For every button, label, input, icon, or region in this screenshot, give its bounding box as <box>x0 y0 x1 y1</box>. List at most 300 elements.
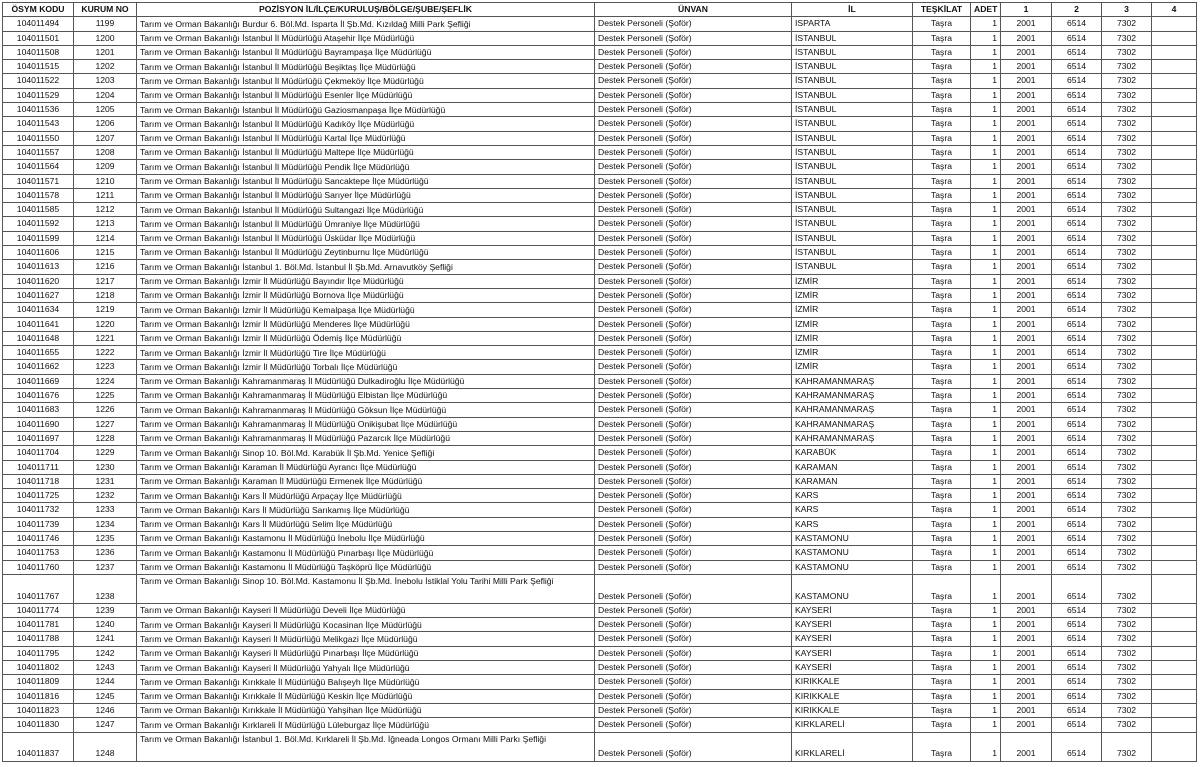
cell-il[interactable]: KIRKLARELİ <box>792 732 913 761</box>
cell-unvan[interactable]: Destek Personeli (Şoför) <box>595 45 792 59</box>
cell-pozisyon[interactable]: Tarım ve Orman Bakanlığı İzmir İl Müdürlüğü Kemalpaşa İlçe Müdürlüğü <box>137 303 595 317</box>
col-header-il[interactable]: İL <box>792 3 913 17</box>
cell-unvan[interactable]: Destek Personeli (Şoför) <box>595 646 792 660</box>
cell-osym-kodu[interactable]: 104011501 <box>3 31 74 45</box>
cell-col4[interactable] <box>1152 603 1197 617</box>
cell-kurum-no[interactable]: 1204 <box>74 88 137 102</box>
cell-kurum-no[interactable]: 1241 <box>74 632 137 646</box>
cell-il[interactable]: İSTANBUL <box>792 145 913 159</box>
cell-col1[interactable]: 2001 <box>1001 303 1052 317</box>
cell-col2[interactable]: 6514 <box>1052 260 1102 274</box>
cell-col3[interactable]: 7302 <box>1102 288 1152 302</box>
cell-col1[interactable]: 2001 <box>1001 732 1052 761</box>
cell-osym-kodu[interactable]: 104011718 <box>3 474 74 488</box>
cell-kurum-no[interactable]: 1213 <box>74 217 137 231</box>
cell-col4[interactable] <box>1152 17 1197 31</box>
cell-unvan[interactable]: Destek Personeli (Şoför) <box>595 288 792 302</box>
cell-il[interactable]: KARS <box>792 517 913 531</box>
cell-il[interactable]: KASTAMONU <box>792 531 913 545</box>
cell-pozisyon[interactable]: Tarım ve Orman Bakanlığı İstanbul 1. Böl.Md. Kırklareli İl Şb.Md. İğneada Longos Ormanı Milli Parkı Şefliği <box>137 732 595 761</box>
cell-col1[interactable]: 2001 <box>1001 503 1052 517</box>
cell-pozisyon[interactable]: Tarım ve Orman Bakanlığı İzmir İl Müdürlüğü Bayındır İlçe Müdürlüğü <box>137 274 595 288</box>
cell-col4[interactable] <box>1152 503 1197 517</box>
cell-pozisyon[interactable]: Tarım ve Orman Bakanlığı İstanbul İl Müdürlüğü Üsküdar İlçe Müdürlüğü <box>137 231 595 245</box>
cell-unvan[interactable]: Destek Personeli (Şoför) <box>595 88 792 102</box>
cell-unvan[interactable]: Destek Personeli (Şoför) <box>595 446 792 460</box>
cell-teskilat[interactable]: Taşra <box>913 517 971 531</box>
cell-osym-kodu[interactable]: 104011837 <box>3 732 74 761</box>
cell-col1[interactable]: 2001 <box>1001 317 1052 331</box>
cell-col2[interactable]: 6514 <box>1052 217 1102 231</box>
cell-osym-kodu[interactable]: 104011809 <box>3 675 74 689</box>
cell-unvan[interactable]: Destek Personeli (Şoför) <box>595 303 792 317</box>
cell-osym-kodu[interactable]: 104011522 <box>3 74 74 88</box>
cell-col2[interactable]: 6514 <box>1052 646 1102 660</box>
cell-kurum-no[interactable]: 1242 <box>74 646 137 660</box>
cell-col3[interactable]: 7302 <box>1102 103 1152 117</box>
cell-teskilat[interactable]: Taşra <box>913 574 971 603</box>
cell-il[interactable]: KAYSERİ <box>792 603 913 617</box>
cell-pozisyon[interactable]: Tarım ve Orman Bakanlığı Kars İl Müdürlüğü Selim İlçe Müdürlüğü <box>137 517 595 531</box>
cell-kurum-no[interactable]: 1217 <box>74 274 137 288</box>
cell-pozisyon[interactable]: Tarım ve Orman Bakanlığı Kars İl Müdürlüğü Sarıkamış İlçe Müdürlüğü <box>137 503 595 517</box>
cell-pozisyon[interactable]: Tarım ve Orman Bakanlığı Kahramanmaraş İl Müdürlüğü Pazarcık İlçe Müdürlüğü <box>137 431 595 445</box>
cell-pozisyon[interactable]: Tarım ve Orman Bakanlığı Kırklareli İl Müdürlüğü Lüleburgaz İlçe Müdürlüğü <box>137 718 595 732</box>
cell-col2[interactable]: 6514 <box>1052 145 1102 159</box>
cell-col2[interactable]: 6514 <box>1052 60 1102 74</box>
cell-osym-kodu[interactable]: 104011732 <box>3 503 74 517</box>
cell-col4[interactable] <box>1152 145 1197 159</box>
cell-teskilat[interactable]: Taşra <box>913 88 971 102</box>
cell-col3[interactable]: 7302 <box>1102 45 1152 59</box>
cell-pozisyon[interactable]: Tarım ve Orman Bakanlığı Kırıkkale İl Müdürlüğü Yahşihan İlçe Müdürlüğü <box>137 703 595 717</box>
cell-adet[interactable]: 1 <box>971 474 1001 488</box>
cell-teskilat[interactable]: Taşra <box>913 360 971 374</box>
cell-il[interactable]: ISPARTA <box>792 17 913 31</box>
cell-il[interactable]: KARAMAN <box>792 474 913 488</box>
cell-kurum-no[interactable]: 1231 <box>74 474 137 488</box>
cell-il[interactable]: KIRIKKALE <box>792 703 913 717</box>
cell-col4[interactable] <box>1152 632 1197 646</box>
cell-unvan[interactable]: Destek Personeli (Şoför) <box>595 718 792 732</box>
cell-teskilat[interactable]: Taşra <box>913 131 971 145</box>
cell-pozisyon[interactable]: Tarım ve Orman Bakanlığı İstanbul İl Müdürlüğü Maltepe İlçe Müdürlüğü <box>137 145 595 159</box>
cell-adet[interactable]: 1 <box>971 389 1001 403</box>
cell-unvan[interactable]: Destek Personeli (Şoför) <box>595 403 792 417</box>
cell-kurum-no[interactable]: 1245 <box>74 689 137 703</box>
cell-pozisyon[interactable]: Tarım ve Orman Bakanlığı İzmir İl Müdürlüğü Menderes İlçe Müdürlüğü <box>137 317 595 331</box>
col-header-teskilat[interactable]: TEŞKİLAT <box>913 3 971 17</box>
cell-pozisyon[interactable]: Tarım ve Orman Bakanlığı Kastamonu İl Müdürlüğü Pınarbaşı İlçe Müdürlüğü <box>137 546 595 560</box>
cell-unvan[interactable]: Destek Personeli (Şoför) <box>595 117 792 131</box>
cell-col4[interactable] <box>1152 675 1197 689</box>
cell-col3[interactable]: 7302 <box>1102 703 1152 717</box>
cell-osym-kodu[interactable]: 104011494 <box>3 17 74 31</box>
cell-col4[interactable] <box>1152 346 1197 360</box>
cell-col3[interactable]: 7302 <box>1102 474 1152 488</box>
cell-col1[interactable]: 2001 <box>1001 703 1052 717</box>
cell-adet[interactable]: 1 <box>971 403 1001 417</box>
cell-col1[interactable]: 2001 <box>1001 603 1052 617</box>
cell-teskilat[interactable]: Taşra <box>913 431 971 445</box>
cell-col1[interactable]: 2001 <box>1001 718 1052 732</box>
cell-il[interactable]: İZMİR <box>792 274 913 288</box>
cell-pozisyon[interactable]: Tarım ve Orman Bakanlığı İzmir İl Müdürlüğü Bornova İlçe Müdürlüğü <box>137 288 595 302</box>
cell-unvan[interactable]: Destek Personeli (Şoför) <box>595 274 792 288</box>
cell-col2[interactable]: 6514 <box>1052 489 1102 503</box>
cell-osym-kodu[interactable]: 104011571 <box>3 174 74 188</box>
cell-adet[interactable]: 1 <box>971 74 1001 88</box>
cell-osym-kodu[interactable]: 104011585 <box>3 203 74 217</box>
cell-teskilat[interactable]: Taşra <box>913 174 971 188</box>
cell-col2[interactable]: 6514 <box>1052 460 1102 474</box>
cell-pozisyon[interactable]: Tarım ve Orman Bakanlığı İstanbul İl Müdürlüğü Zeytinburnu İlçe Müdürlüğü <box>137 246 595 260</box>
cell-il[interactable]: İZMİR <box>792 331 913 345</box>
cell-kurum-no[interactable]: 1237 <box>74 560 137 574</box>
cell-col3[interactable]: 7302 <box>1102 531 1152 545</box>
cell-col4[interactable] <box>1152 288 1197 302</box>
cell-col1[interactable]: 2001 <box>1001 203 1052 217</box>
cell-unvan[interactable]: Destek Personeli (Şoför) <box>595 460 792 474</box>
cell-col1[interactable]: 2001 <box>1001 417 1052 431</box>
cell-col4[interactable] <box>1152 417 1197 431</box>
cell-osym-kodu[interactable]: 104011599 <box>3 231 74 245</box>
cell-col1[interactable]: 2001 <box>1001 374 1052 388</box>
cell-pozisyon[interactable]: Tarım ve Orman Bakanlığı Burdur 6. Böl.Md. Isparta İl Şb.Md. Kızıldağ Milli Park Şefliği <box>137 17 595 31</box>
cell-adet[interactable]: 1 <box>971 632 1001 646</box>
cell-col2[interactable]: 6514 <box>1052 431 1102 445</box>
cell-adet[interactable]: 1 <box>971 174 1001 188</box>
cell-unvan[interactable]: Destek Personeli (Şoför) <box>595 346 792 360</box>
cell-col4[interactable] <box>1152 117 1197 131</box>
cell-il[interactable]: İSTANBUL <box>792 231 913 245</box>
cell-col4[interactable] <box>1152 188 1197 202</box>
cell-osym-kodu[interactable]: 104011543 <box>3 117 74 131</box>
cell-pozisyon[interactable]: Tarım ve Orman Bakanlığı İstanbul İl Müdürlüğü Kartal İlçe Müdürlüğü <box>137 131 595 145</box>
cell-il[interactable]: KAYSERİ <box>792 632 913 646</box>
cell-kurum-no[interactable]: 1215 <box>74 246 137 260</box>
cell-kurum-no[interactable]: 1240 <box>74 618 137 632</box>
cell-osym-kodu[interactable]: 104011683 <box>3 403 74 417</box>
cell-col1[interactable]: 2001 <box>1001 460 1052 474</box>
cell-col3[interactable]: 7302 <box>1102 732 1152 761</box>
cell-adet[interactable]: 1 <box>971 60 1001 74</box>
cell-col1[interactable]: 2001 <box>1001 45 1052 59</box>
cell-col1[interactable]: 2001 <box>1001 489 1052 503</box>
cell-kurum-no[interactable]: 1199 <box>74 17 137 31</box>
cell-col3[interactable]: 7302 <box>1102 661 1152 675</box>
cell-teskilat[interactable]: Taşra <box>913 74 971 88</box>
cell-osym-kodu[interactable]: 104011536 <box>3 103 74 117</box>
cell-col4[interactable] <box>1152 389 1197 403</box>
cell-pozisyon[interactable]: Tarım ve Orman Bakanlığı Sinop 10. Böl.Md. Kastamonu İl Şb.Md. İnebolu İstiklal Yolu Tarihi Milli Park Şefliği <box>137 574 595 603</box>
col-header-unvan[interactable]: ÜNVAN <box>595 3 792 17</box>
cell-col1[interactable]: 2001 <box>1001 675 1052 689</box>
cell-pozisyon[interactable]: Tarım ve Orman Bakanlığı Kırıkkale İl Müdürlüğü Keskin İlçe Müdürlüğü <box>137 689 595 703</box>
cell-adet[interactable]: 1 <box>971 145 1001 159</box>
cell-col3[interactable]: 7302 <box>1102 260 1152 274</box>
cell-kurum-no[interactable]: 1239 <box>74 603 137 617</box>
cell-il[interactable]: İSTANBUL <box>792 60 913 74</box>
cell-col3[interactable]: 7302 <box>1102 489 1152 503</box>
cell-col2[interactable]: 6514 <box>1052 74 1102 88</box>
cell-il[interactable]: İZMİR <box>792 346 913 360</box>
cell-col3[interactable]: 7302 <box>1102 675 1152 689</box>
cell-pozisyon[interactable]: Tarım ve Orman Bakanlığı Sinop 10. Böl.Md. Karabük İl Şb.Md. Yenice Şefliği <box>137 446 595 460</box>
cell-il[interactable]: KAHRAMANMARAŞ <box>792 389 913 403</box>
cell-col1[interactable]: 2001 <box>1001 474 1052 488</box>
cell-adet[interactable]: 1 <box>971 360 1001 374</box>
cell-il[interactable]: İZMİR <box>792 317 913 331</box>
cell-col1[interactable]: 2001 <box>1001 632 1052 646</box>
cell-unvan[interactable]: Destek Personeli (Şoför) <box>595 618 792 632</box>
cell-il[interactable]: KARABÜK <box>792 446 913 460</box>
cell-col4[interactable] <box>1152 246 1197 260</box>
cell-teskilat[interactable]: Taşra <box>913 661 971 675</box>
cell-il[interactable]: İSTANBUL <box>792 103 913 117</box>
cell-il[interactable]: KIRKLARELİ <box>792 718 913 732</box>
cell-adet[interactable]: 1 <box>971 274 1001 288</box>
cell-unvan[interactable]: Destek Personeli (Şoför) <box>595 31 792 45</box>
cell-osym-kodu[interactable]: 104011676 <box>3 389 74 403</box>
cell-col4[interactable] <box>1152 703 1197 717</box>
cell-col1[interactable]: 2001 <box>1001 431 1052 445</box>
cell-il[interactable]: KIRIKKALE <box>792 689 913 703</box>
cell-col1[interactable]: 2001 <box>1001 546 1052 560</box>
cell-col4[interactable] <box>1152 31 1197 45</box>
cell-col4[interactable] <box>1152 546 1197 560</box>
cell-teskilat[interactable]: Taşra <box>913 531 971 545</box>
cell-pozisyon[interactable]: Tarım ve Orman Bakanlığı İstanbul İl Müdürlüğü Esenler İlçe Müdürlüğü <box>137 88 595 102</box>
cell-col3[interactable]: 7302 <box>1102 546 1152 560</box>
cell-adet[interactable]: 1 <box>971 231 1001 245</box>
cell-kurum-no[interactable]: 1243 <box>74 661 137 675</box>
cell-osym-kodu[interactable]: 104011767 <box>3 574 74 603</box>
cell-adet[interactable]: 1 <box>971 618 1001 632</box>
cell-col2[interactable]: 6514 <box>1052 103 1102 117</box>
cell-pozisyon[interactable]: Tarım ve Orman Bakanlığı Kahramanmaraş İl Müdürlüğü Onikişubat İlçe Müdürlüğü <box>137 417 595 431</box>
cell-col1[interactable]: 2001 <box>1001 274 1052 288</box>
cell-teskilat[interactable]: Taşra <box>913 274 971 288</box>
cell-col4[interactable] <box>1152 274 1197 288</box>
cell-kurum-no[interactable]: 1226 <box>74 403 137 417</box>
cell-teskilat[interactable]: Taşra <box>913 231 971 245</box>
cell-col3[interactable]: 7302 <box>1102 560 1152 574</box>
cell-col3[interactable]: 7302 <box>1102 331 1152 345</box>
cell-pozisyon[interactable]: Tarım ve Orman Bakanlığı İzmir İl Müdürlüğü Torbalı İlçe Müdürlüğü <box>137 360 595 374</box>
cell-teskilat[interactable]: Taşra <box>913 45 971 59</box>
cell-col3[interactable]: 7302 <box>1102 646 1152 660</box>
cell-col1[interactable]: 2001 <box>1001 88 1052 102</box>
cell-unvan[interactable]: Destek Personeli (Şoför) <box>595 560 792 574</box>
cell-col1[interactable]: 2001 <box>1001 331 1052 345</box>
cell-col3[interactable]: 7302 <box>1102 188 1152 202</box>
cell-il[interactable]: KASTAMONU <box>792 574 913 603</box>
cell-col3[interactable]: 7302 <box>1102 160 1152 174</box>
cell-osym-kodu[interactable]: 104011529 <box>3 88 74 102</box>
cell-pozisyon[interactable]: Tarım ve Orman Bakanlığı Kastamonu İl Müdürlüğü İnebolu İlçe Müdürlüğü <box>137 531 595 545</box>
cell-il[interactable]: İSTANBUL <box>792 117 913 131</box>
cell-col4[interactable] <box>1152 331 1197 345</box>
cell-col1[interactable]: 2001 <box>1001 346 1052 360</box>
cell-teskilat[interactable]: Taşra <box>913 446 971 460</box>
cell-col4[interactable] <box>1152 489 1197 503</box>
cell-kurum-no[interactable]: 1210 <box>74 174 137 188</box>
cell-il[interactable]: İSTANBUL <box>792 217 913 231</box>
cell-pozisyon[interactable]: Tarım ve Orman Bakanlığı İstanbul İl Müdürlüğü Çekmeköy İlçe Müdürlüğü <box>137 74 595 88</box>
cell-teskilat[interactable]: Taşra <box>913 60 971 74</box>
cell-adet[interactable]: 1 <box>971 303 1001 317</box>
cell-il[interactable]: İSTANBUL <box>792 260 913 274</box>
cell-col2[interactable]: 6514 <box>1052 718 1102 732</box>
cell-adet[interactable]: 1 <box>971 45 1001 59</box>
cell-kurum-no[interactable]: 1214 <box>74 231 137 245</box>
cell-kurum-no[interactable]: 1202 <box>74 60 137 74</box>
cell-kurum-no[interactable]: 1211 <box>74 188 137 202</box>
cell-adet[interactable]: 1 <box>971 460 1001 474</box>
cell-kurum-no[interactable]: 1234 <box>74 517 137 531</box>
cell-pozisyon[interactable]: Tarım ve Orman Bakanlığı Kahramanmaraş İl Müdürlüğü Dulkadiroğlu İlçe Müdürlüğü <box>137 374 595 388</box>
cell-col3[interactable]: 7302 <box>1102 618 1152 632</box>
cell-teskilat[interactable]: Taşra <box>913 403 971 417</box>
cell-teskilat[interactable]: Taşra <box>913 618 971 632</box>
cell-adet[interactable]: 1 <box>971 489 1001 503</box>
cell-osym-kodu[interactable]: 104011613 <box>3 260 74 274</box>
cell-col2[interactable]: 6514 <box>1052 675 1102 689</box>
cell-col3[interactable]: 7302 <box>1102 145 1152 159</box>
cell-pozisyon[interactable]: Tarım ve Orman Bakanlığı Kırıkkale İl Müdürlüğü Balışeyh İlçe Müdürlüğü <box>137 675 595 689</box>
cell-il[interactable]: KIRIKKALE <box>792 675 913 689</box>
cell-col2[interactable]: 6514 <box>1052 503 1102 517</box>
cell-col3[interactable]: 7302 <box>1102 217 1152 231</box>
cell-col2[interactable]: 6514 <box>1052 346 1102 360</box>
cell-col2[interactable]: 6514 <box>1052 603 1102 617</box>
cell-pozisyon[interactable]: Tarım ve Orman Bakanlığı İstanbul İl Müdürlüğü Ümraniye İlçe Müdürlüğü <box>137 217 595 231</box>
col-header-pozisyon[interactable]: POZİSYON İL/İLÇE/KURULUŞ/BÖLGE/ŞUBE/ŞEFLİK <box>137 3 595 17</box>
cell-col1[interactable]: 2001 <box>1001 360 1052 374</box>
cell-col4[interactable] <box>1152 460 1197 474</box>
cell-col4[interactable] <box>1152 103 1197 117</box>
cell-pozisyon[interactable]: Tarım ve Orman Bakanlığı Karaman İl Müdürlüğü Ayrancı İlçe Müdürlüğü <box>137 460 595 474</box>
cell-unvan[interactable]: Destek Personeli (Şoför) <box>595 331 792 345</box>
cell-col2[interactable]: 6514 <box>1052 174 1102 188</box>
cell-col1[interactable]: 2001 <box>1001 517 1052 531</box>
cell-col3[interactable]: 7302 <box>1102 460 1152 474</box>
cell-unvan[interactable]: Destek Personeli (Şoför) <box>595 546 792 560</box>
cell-col3[interactable]: 7302 <box>1102 88 1152 102</box>
cell-col1[interactable]: 2001 <box>1001 117 1052 131</box>
cell-il[interactable]: KASTAMONU <box>792 546 913 560</box>
cell-unvan[interactable]: Destek Personeli (Şoför) <box>595 74 792 88</box>
cell-pozisyon[interactable]: Tarım ve Orman Bakanlığı İzmir İl Müdürlüğü Ödemiş İlçe Müdürlüğü <box>137 331 595 345</box>
cell-kurum-no[interactable]: 1201 <box>74 45 137 59</box>
cell-osym-kodu[interactable]: 104011704 <box>3 446 74 460</box>
cell-pozisyon[interactable]: Tarım ve Orman Bakanlığı İzmir İl Müdürlüğü Tire İlçe Müdürlüğü <box>137 346 595 360</box>
cell-osym-kodu[interactable]: 104011662 <box>3 360 74 374</box>
cell-adet[interactable]: 1 <box>971 117 1001 131</box>
col-header-1[interactable]: 1 <box>1001 3 1052 17</box>
cell-unvan[interactable]: Destek Personeli (Şoför) <box>595 374 792 388</box>
cell-col3[interactable]: 7302 <box>1102 689 1152 703</box>
cell-osym-kodu[interactable]: 104011655 <box>3 346 74 360</box>
cell-adet[interactable]: 1 <box>971 503 1001 517</box>
cell-col1[interactable]: 2001 <box>1001 389 1052 403</box>
cell-unvan[interactable]: Destek Personeli (Şoför) <box>595 17 792 31</box>
cell-col4[interactable] <box>1152 646 1197 660</box>
cell-col2[interactable]: 6514 <box>1052 88 1102 102</box>
cell-adet[interactable]: 1 <box>971 288 1001 302</box>
cell-col3[interactable]: 7302 <box>1102 17 1152 31</box>
cell-kurum-no[interactable]: 1206 <box>74 117 137 131</box>
cell-kurum-no[interactable]: 1233 <box>74 503 137 517</box>
cell-il[interactable]: KAHRAMANMARAŞ <box>792 431 913 445</box>
cell-col3[interactable]: 7302 <box>1102 231 1152 245</box>
cell-osym-kodu[interactable]: 104011781 <box>3 618 74 632</box>
cell-col4[interactable] <box>1152 217 1197 231</box>
cell-col2[interactable]: 6514 <box>1052 188 1102 202</box>
cell-kurum-no[interactable]: 1230 <box>74 460 137 474</box>
cell-kurum-no[interactable]: 1207 <box>74 131 137 145</box>
cell-teskilat[interactable]: Taşra <box>913 346 971 360</box>
cell-kurum-no[interactable]: 1203 <box>74 74 137 88</box>
cell-col3[interactable]: 7302 <box>1102 131 1152 145</box>
cell-col4[interactable] <box>1152 260 1197 274</box>
cell-il[interactable]: KARS <box>792 503 913 517</box>
cell-il[interactable]: İZMİR <box>792 360 913 374</box>
cell-kurum-no[interactable]: 1232 <box>74 489 137 503</box>
cell-unvan[interactable]: Destek Personeli (Şoför) <box>595 632 792 646</box>
cell-teskilat[interactable]: Taşra <box>913 31 971 45</box>
cell-col3[interactable]: 7302 <box>1102 60 1152 74</box>
cell-col2[interactable]: 6514 <box>1052 203 1102 217</box>
cell-osym-kodu[interactable]: 104011620 <box>3 274 74 288</box>
cell-pozisyon[interactable]: Tarım ve Orman Bakanlığı Karaman İl Müdürlüğü Ermenek İlçe Müdürlüğü <box>137 474 595 488</box>
cell-osym-kodu[interactable]: 104011788 <box>3 632 74 646</box>
cell-teskilat[interactable]: Taşra <box>913 117 971 131</box>
cell-adet[interactable]: 1 <box>971 31 1001 45</box>
cell-col2[interactable]: 6514 <box>1052 661 1102 675</box>
cell-col3[interactable]: 7302 <box>1102 360 1152 374</box>
cell-teskilat[interactable]: Taşra <box>913 160 971 174</box>
cell-col1[interactable]: 2001 <box>1001 560 1052 574</box>
cell-col1[interactable]: 2001 <box>1001 446 1052 460</box>
cell-col4[interactable] <box>1152 446 1197 460</box>
cell-kurum-no[interactable]: 1209 <box>74 160 137 174</box>
cell-kurum-no[interactable]: 1229 <box>74 446 137 460</box>
cell-kurum-no[interactable]: 1218 <box>74 288 137 302</box>
cell-col1[interactable]: 2001 <box>1001 74 1052 88</box>
cell-col3[interactable]: 7302 <box>1102 403 1152 417</box>
cell-col1[interactable]: 2001 <box>1001 188 1052 202</box>
cell-il[interactable]: KAYSERİ <box>792 646 913 660</box>
cell-osym-kodu[interactable]: 104011753 <box>3 546 74 560</box>
col-header-3[interactable]: 3 <box>1102 3 1152 17</box>
cell-teskilat[interactable]: Taşra <box>913 503 971 517</box>
cell-unvan[interactable]: Destek Personeli (Şoför) <box>595 389 792 403</box>
cell-teskilat[interactable]: Taşra <box>913 203 971 217</box>
cell-osym-kodu[interactable]: 104011774 <box>3 603 74 617</box>
cell-kurum-no[interactable]: 1235 <box>74 531 137 545</box>
cell-col1[interactable]: 2001 <box>1001 174 1052 188</box>
cell-teskilat[interactable]: Taşra <box>913 246 971 260</box>
cell-osym-kodu[interactable]: 104011760 <box>3 560 74 574</box>
cell-col2[interactable]: 6514 <box>1052 274 1102 288</box>
cell-unvan[interactable]: Destek Personeli (Şoför) <box>595 517 792 531</box>
cell-col4[interactable] <box>1152 317 1197 331</box>
cell-col3[interactable]: 7302 <box>1102 446 1152 460</box>
cell-il[interactable]: KARAMAN <box>792 460 913 474</box>
cell-pozisyon[interactable]: Tarım ve Orman Bakanlığı Kayseri İl Müdürlüğü Yahyalı İlçe Müdürlüğü <box>137 661 595 675</box>
